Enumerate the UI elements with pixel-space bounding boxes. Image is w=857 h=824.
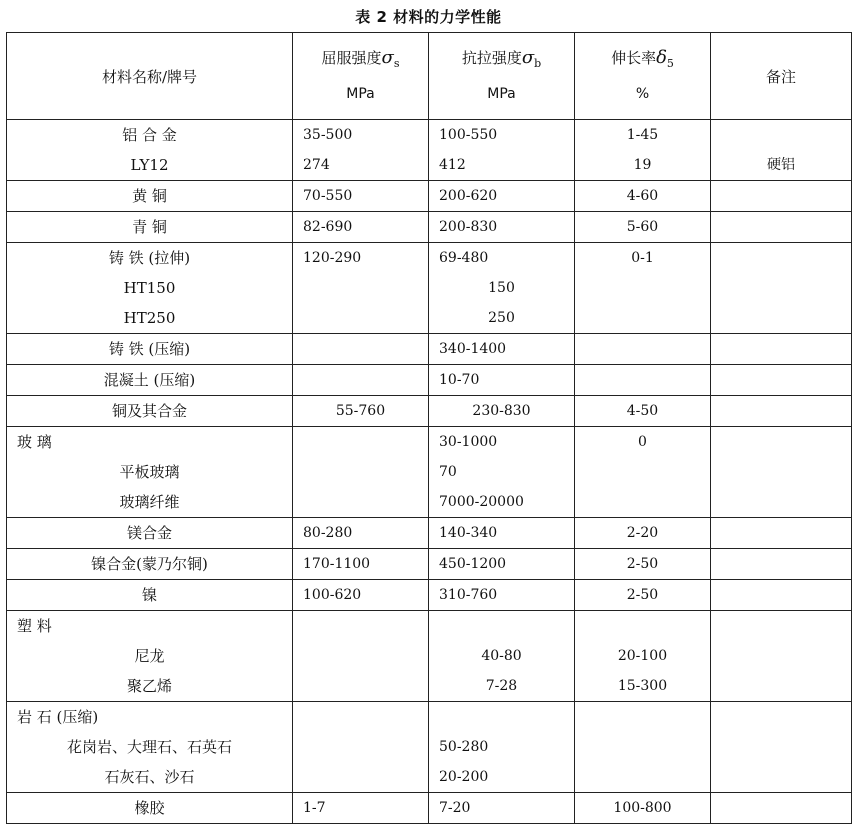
- cell-value: [721, 212, 841, 242]
- cell-value: 274: [303, 157, 330, 173]
- elongation-subscript: 5: [666, 57, 674, 70]
- elongation-cell: [575, 518, 711, 549]
- cell-value: [303, 762, 418, 792]
- table-row: [7, 334, 852, 365]
- header-tensile-strength: [429, 33, 575, 120]
- cell-value: 250: [488, 310, 515, 326]
- cell-value: [721, 181, 841, 211]
- cell-value: [585, 702, 700, 732]
- cell-value: [721, 580, 841, 610]
- cell-value: 0: [638, 434, 647, 450]
- note-cell: [711, 518, 852, 549]
- yield-strength-cell: [293, 396, 429, 427]
- cell-value: [721, 518, 841, 548]
- cell-value: 100-800: [613, 800, 672, 816]
- cell-value: 20-200: [439, 769, 489, 785]
- yield-strength-cell: [293, 120, 429, 181]
- cell-value: [585, 762, 700, 792]
- material-name: HT150: [123, 279, 176, 297]
- cell-value: [721, 732, 841, 762]
- table-row: [7, 365, 852, 396]
- material-name: HT250: [123, 309, 176, 327]
- note-cell: [711, 580, 852, 611]
- material-name-cell: [7, 212, 293, 243]
- cell-value: 40-80: [481, 648, 522, 664]
- cell-value: [585, 732, 700, 762]
- cell-value: [303, 273, 418, 303]
- note-cell: [711, 181, 852, 212]
- table-row: [7, 243, 852, 334]
- cell-value: [585, 611, 700, 641]
- material-name: 玻璃纤维: [119, 493, 180, 511]
- cell-value: 7000-20000: [439, 494, 524, 510]
- cell-value: [303, 334, 418, 364]
- tensile-strength-cell: [429, 611, 575, 702]
- yield-strength-cell: [293, 611, 429, 702]
- yield-strength-cell: [293, 365, 429, 396]
- cell-value: 82-690: [303, 219, 353, 235]
- cell-value: 70: [439, 464, 457, 480]
- material-name-cell: [7, 243, 293, 334]
- tensile-strength-cell: [429, 120, 575, 181]
- yield-subscript: s: [393, 57, 400, 70]
- material-name: 聚乙烯: [126, 677, 172, 695]
- cell-value: [721, 793, 841, 823]
- header-elongation: [575, 33, 711, 120]
- note-cell: [711, 212, 852, 243]
- material-name: 尼龙: [134, 647, 165, 665]
- header-note: 备注: [711, 33, 852, 120]
- table-row: [7, 212, 852, 243]
- tensile-strength-cell: [429, 334, 575, 365]
- material-name: 玻 璃: [17, 433, 52, 451]
- material-name: 花岗岩、大理石、石英石: [66, 738, 232, 756]
- cell-value: [585, 365, 700, 395]
- cell-value: [721, 702, 841, 732]
- yield-strength-cell: [293, 334, 429, 365]
- table-title: 表 2 材料的力学性能: [355, 8, 502, 26]
- cell-value: 1-7: [303, 800, 326, 816]
- yield-strength-cell: [293, 702, 429, 793]
- table-row: [7, 580, 852, 611]
- cell-value: 340-1400: [439, 341, 507, 357]
- cell-value: 0-1: [631, 250, 654, 266]
- cell-value: 4-60: [626, 188, 659, 204]
- cell-value: [303, 671, 418, 701]
- cell-value: [721, 243, 841, 273]
- cell-value: [439, 702, 564, 732]
- sigma-symbol: σ: [381, 47, 394, 68]
- cell-value: 2-50: [626, 556, 659, 572]
- material-name: 青 铜: [132, 218, 167, 236]
- tensile-strength-cell: [429, 518, 575, 549]
- header-name: 材料名称/牌号: [7, 33, 293, 120]
- elongation-cell: [575, 396, 711, 427]
- tensile-strength-cell: [429, 181, 575, 212]
- cell-value: 230-830: [472, 403, 531, 419]
- material-name: 黄 铜: [132, 187, 167, 205]
- material-name-cell: [7, 793, 293, 824]
- cell-value: 140-340: [439, 525, 498, 541]
- material-name: 镁合金: [126, 524, 172, 542]
- elongation-cell: [575, 120, 711, 181]
- material-name-cell: [7, 334, 293, 365]
- elongation-unit: %: [635, 86, 650, 102]
- tensile-strength-cell: [429, 212, 575, 243]
- cell-value: 15-300: [617, 678, 668, 694]
- cell-value: 50-280: [439, 739, 489, 755]
- material-name: 铸 铁 (拉伸): [108, 249, 191, 267]
- cell-value: [721, 334, 841, 364]
- note-cell: [711, 334, 852, 365]
- tensile-strength-cell: [429, 793, 575, 824]
- cell-value: [303, 732, 418, 762]
- table-row: [7, 611, 852, 702]
- elongation-cell: [575, 611, 711, 702]
- material-name: 平板玻璃: [119, 463, 180, 481]
- yield-strength-cell: [293, 549, 429, 580]
- cell-value: [721, 487, 841, 517]
- cell-value: 7-20: [439, 800, 471, 816]
- cell-value: 80-280: [303, 525, 353, 541]
- cell-value: [585, 487, 700, 517]
- note-cell: [711, 427, 852, 518]
- cell-value: 100-620: [303, 587, 362, 603]
- tensile-subscript: b: [534, 57, 542, 70]
- material-name: 岩 石 (压缩): [17, 708, 99, 726]
- tensile-strength-cell: [429, 365, 575, 396]
- cell-value: [721, 549, 841, 579]
- table-row: [7, 181, 852, 212]
- material-name: 塑 料: [17, 617, 52, 635]
- cell-value: 5-60: [626, 219, 659, 235]
- material-name: LY12: [130, 156, 169, 174]
- cell-value: [721, 396, 841, 426]
- cell-value: [721, 762, 841, 792]
- yield-strength-cell: [293, 427, 429, 518]
- note-cell: [711, 243, 852, 334]
- cell-value: [585, 457, 700, 487]
- cell-value: [721, 427, 841, 457]
- cell-value: 120-290: [303, 250, 362, 266]
- table-row: [7, 396, 852, 427]
- header-row: [7, 33, 852, 120]
- elongation-cell: [575, 702, 711, 793]
- header-yield-strength: [293, 33, 429, 120]
- tensile-strength-cell: [429, 427, 575, 518]
- cell-value: [303, 303, 418, 333]
- yield-strength-cell: [293, 181, 429, 212]
- cell-value: 20-100: [617, 648, 668, 664]
- cell-value: 200-830: [439, 219, 498, 235]
- tensile-strength-cell: [429, 580, 575, 611]
- cell-value: [721, 273, 841, 303]
- elongation-cell: [575, 243, 711, 334]
- material-name-cell: [7, 518, 293, 549]
- note-cell: [711, 611, 852, 702]
- cell-value: [303, 427, 418, 457]
- yield-strength-cell: [293, 243, 429, 334]
- elongation-cell: [575, 334, 711, 365]
- yield-strength-cell: [293, 580, 429, 611]
- table-row: [7, 120, 852, 181]
- cell-value: [303, 611, 418, 641]
- material-name-cell: [7, 365, 293, 396]
- cell-value: [721, 303, 841, 333]
- cell-value: 450-1200: [439, 556, 507, 572]
- cell-value: 412: [439, 157, 466, 173]
- cell-value: [303, 457, 418, 487]
- cell-value: [721, 671, 841, 701]
- cell-value: 310-760: [439, 587, 498, 603]
- elongation-cell: [575, 181, 711, 212]
- note-cell: [711, 365, 852, 396]
- material-name: 石灰石、沙石: [104, 768, 195, 786]
- material-name: 混凝土 (压缩): [103, 371, 196, 389]
- cell-value: 19: [633, 157, 652, 173]
- tensile-strength-cell: [429, 549, 575, 580]
- cell-value: 2-20: [626, 525, 659, 541]
- yield-label: 屈服强度: [321, 49, 382, 67]
- cell-value: [721, 641, 841, 671]
- table-row: [7, 518, 852, 549]
- elongation-cell: [575, 365, 711, 396]
- sigma-symbol: σ: [521, 47, 535, 68]
- table-row: [7, 702, 852, 793]
- elongation-cell: [575, 793, 711, 824]
- elongation-cell: [575, 549, 711, 580]
- note-cell: [711, 549, 852, 580]
- table-row: [7, 427, 852, 518]
- cell-value: 35-500: [303, 127, 353, 143]
- cell-value: [303, 487, 418, 517]
- yield-strength-cell: [293, 212, 429, 243]
- cell-value: 70-550: [303, 188, 353, 204]
- cell-value: 1-45: [626, 127, 659, 143]
- cell-value: [303, 641, 418, 671]
- material-name-cell: [7, 396, 293, 427]
- table-body: [7, 120, 852, 824]
- material-name-cell: [7, 120, 293, 181]
- material-name-cell: [7, 611, 293, 702]
- elongation-cell: [575, 427, 711, 518]
- yield-strength-cell: [293, 518, 429, 549]
- material-name: 铝 合 金: [122, 126, 177, 144]
- material-name-cell: [7, 580, 293, 611]
- cell-value: [585, 273, 700, 303]
- cell-value: 硬铝: [767, 157, 795, 173]
- cell-value: 30-1000: [439, 434, 498, 450]
- delta-symbol: δ: [656, 47, 667, 68]
- tensile-strength-cell: [429, 702, 575, 793]
- material-name: 橡胶: [134, 799, 165, 817]
- cell-value: 55-760: [335, 403, 386, 419]
- elongation-cell: [575, 212, 711, 243]
- cell-value: 2-50: [626, 587, 659, 603]
- yield-strength-cell: [293, 793, 429, 824]
- cell-value: [439, 611, 564, 641]
- material-name-cell: [7, 181, 293, 212]
- tensile-unit: MPa: [487, 86, 516, 102]
- material-name: 镍: [141, 586, 157, 604]
- table-row: [7, 793, 852, 824]
- material-name-cell: [7, 549, 293, 580]
- elongation-cell: [575, 580, 711, 611]
- table-row: [7, 549, 852, 580]
- cell-value: [585, 303, 700, 333]
- material-name: 铜及其合金: [111, 402, 187, 420]
- cell-value: 150: [488, 280, 515, 296]
- cell-value: 170-1100: [303, 556, 371, 572]
- cell-value: [721, 120, 841, 150]
- cell-value: 10-70: [439, 372, 480, 388]
- note-cell: [711, 702, 852, 793]
- material-name: 铸 铁 (压缩): [108, 340, 191, 358]
- materials-table: [6, 32, 852, 824]
- material-name-cell: [7, 427, 293, 518]
- material-name: 镍合金(蒙乃尔铜): [91, 555, 208, 573]
- tensile-label: 抗拉强度: [461, 49, 522, 67]
- note-cell: [711, 396, 852, 427]
- cell-value: [303, 702, 418, 732]
- cell-value: 7-28: [485, 678, 518, 694]
- cell-value: [585, 334, 700, 364]
- material-name-cell: [7, 702, 293, 793]
- cell-value: [303, 365, 418, 395]
- cell-value: 4-50: [626, 403, 659, 419]
- cell-value: [721, 365, 841, 395]
- cell-value: [721, 611, 841, 641]
- cell-value: 69-480: [439, 250, 489, 266]
- tensile-strength-cell: [429, 396, 575, 427]
- tensile-strength-cell: [429, 243, 575, 334]
- note-cell: [711, 793, 852, 824]
- cell-value: [721, 457, 841, 487]
- cell-value: 100-550: [439, 127, 498, 143]
- cell-value: 200-620: [439, 188, 498, 204]
- note-cell: [711, 120, 852, 181]
- elongation-label: 伸长率: [611, 49, 657, 67]
- yield-unit: MPa: [346, 86, 375, 102]
